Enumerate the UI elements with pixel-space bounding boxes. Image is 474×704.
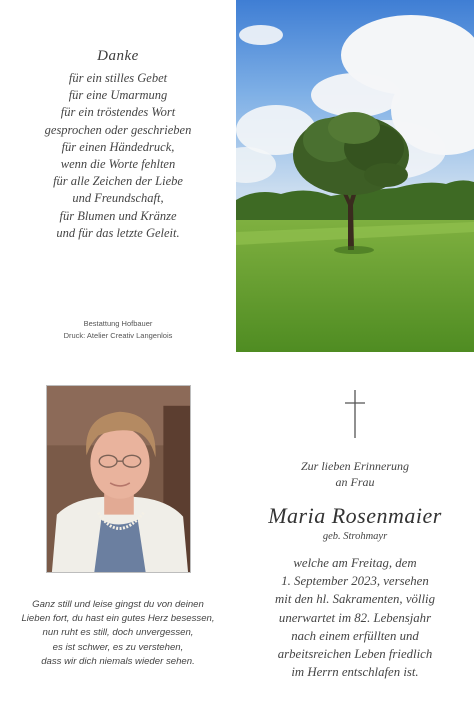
- obituary-line: im Herrn entschlafen ist.: [291, 665, 419, 680]
- deceased-name: Maria Rosenmaier: [268, 503, 442, 528]
- poem-line: Ganz still und leise gingst du von deinen: [32, 599, 204, 610]
- thanks-line: für alle Zeichen der Liebe: [53, 174, 183, 189]
- maiden-name: geb. Strohmayr: [322, 531, 388, 542]
- memorial-intro: [236, 458, 474, 490]
- poem-line: Lieben fort, du hast ein gutes Herz besessen,: [21, 613, 215, 625]
- intro-line: Zur lieben Erinnerung: [301, 459, 409, 473]
- portrait-photo: [46, 385, 191, 573]
- landscape-photo: [236, 0, 474, 352]
- poem-line: dass wir dich niemals wieder sehen.: [41, 655, 195, 667]
- obituary-line: 1. September 2023, versehen: [281, 574, 429, 589]
- thanks-line: für ein stilles Gebet: [68, 71, 168, 85]
- funeral-home-name: Bestattung Hofbauer: [83, 319, 153, 328]
- thanks-line: für ein tröstendes Wort: [60, 105, 176, 120]
- thanks-line: für eine Umarmung: [68, 88, 168, 103]
- poem: [0, 598, 236, 669]
- obituary-line: nach einem erfüllten und: [291, 628, 419, 643]
- obituary-line: mit den hl. Sakramenten, völlig: [275, 592, 435, 607]
- obituary-line: arbeitsreichen Leben friedlich: [277, 647, 433, 662]
- poem-line: es ist schwer, es zu verstehen,: [52, 641, 184, 653]
- intro-line: an Frau: [335, 475, 375, 489]
- thanks-line: und für das letzte Geleit.: [56, 225, 180, 240]
- thanks-line: für einen Händedruck,: [61, 139, 175, 154]
- obituary-text: [236, 554, 474, 681]
- obituary-line: unerwartet im 82. Lebensjahr: [278, 610, 432, 625]
- thanks-title: Danke: [97, 48, 139, 64]
- thanks-block: [0, 48, 236, 242]
- credits: [0, 318, 236, 342]
- thanks-line: und Freundschaft,: [72, 191, 164, 206]
- cross-icon: [345, 390, 365, 438]
- thanks-line: wenn die Worte fehlten: [60, 157, 176, 172]
- obituary-line: welche am Freitag, dem: [293, 556, 417, 570]
- memorial-block: [236, 458, 474, 681]
- print-credit: Druck: Atelier Creativ Langenlois: [63, 331, 173, 340]
- poem-line: nun ruht es still, doch unvergessen,: [42, 627, 194, 639]
- thanks-line: gesprochen oder geschrieben: [44, 122, 192, 137]
- thanks-line: für Blumen und Kränze: [59, 208, 177, 223]
